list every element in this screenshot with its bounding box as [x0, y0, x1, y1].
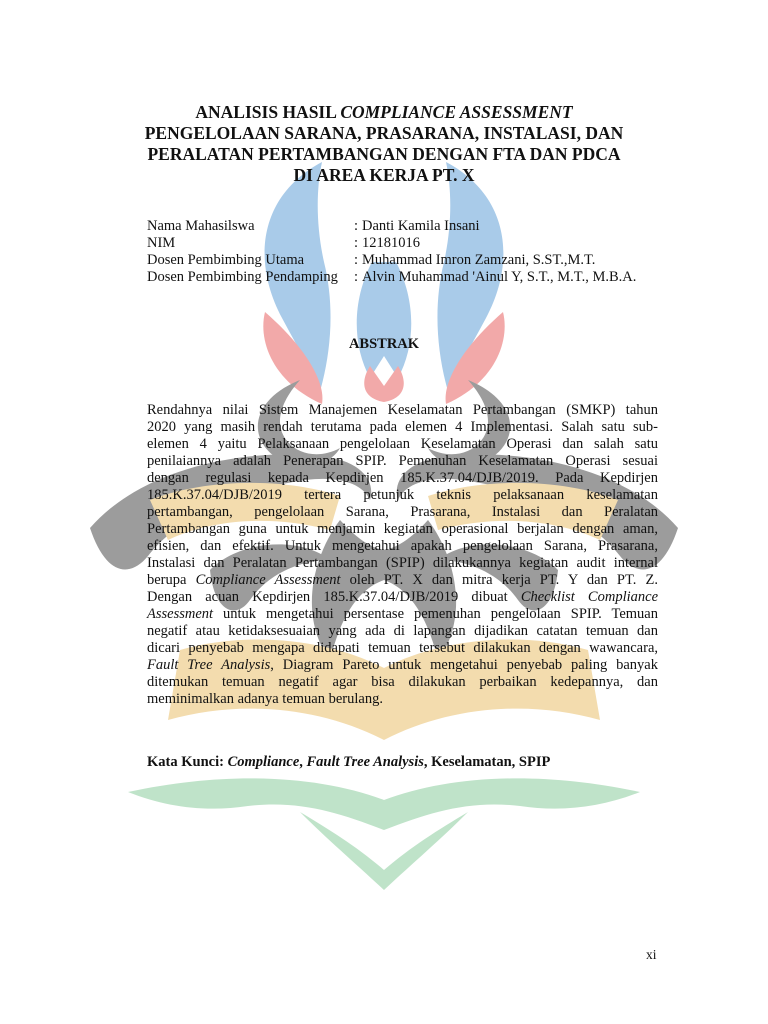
abstract-line: negatif atau ketidaksesuaian yang ada di lapangan dijadikan catatan temuan dan: [147, 623, 658, 639]
keyword-fta: Fault Tree Analysis: [306, 754, 424, 770]
abstract-text: oleh PT. X dan mitra kerja PT. Y dan PT. Z.: [340, 572, 658, 588]
info-row-main-supervisor: [147, 252, 636, 269]
title-line-4: DI AREA KERJA PT. X: [293, 165, 475, 185]
abstract-line: meminimalkan adanya temuan berulang.: [147, 691, 383, 707]
info-separator: :: [354, 235, 359, 251]
abstract-line: [147, 606, 658, 623]
keyword-separator: ,: [299, 754, 307, 770]
abstract-heading: ABSTRAK: [348, 336, 420, 352]
abstract-text: , Diagram Pareto untuk mengetahui penyebab paling banyak: [270, 657, 658, 673]
abstract-line: dicari penyebab mengapa didapati temuan tersebut dilakukan dengan wawancara,: [147, 640, 658, 656]
abstract-line: Rendahnya nilai Sistem Manajemen Keselamatan Pertambangan (SMKP) tahun: [147, 402, 658, 418]
abstract-line: penilaiannya adalah Penerapan SPIP. Pemenuhan Keselamatan Operasi sesuai: [147, 453, 658, 469]
abstract-line: [147, 657, 658, 674]
abstract-italic-term: Fault Tree Analysis: [147, 657, 271, 673]
abstract-line: 2020 yang masih rendah terutama pada elemen 4 Implementasi. Salah satu sub-: [147, 419, 658, 435]
abstract-body: [147, 402, 658, 708]
info-row-name: [147, 218, 636, 235]
abstract-italic-term: Compliance Assessment: [195, 572, 341, 588]
title-line-1-prefix: ANALISIS HASIL: [195, 102, 341, 122]
info-label: NIM: [147, 235, 176, 251]
abstract-line: [147, 589, 658, 606]
keyword-compliance: Compliance: [227, 754, 300, 770]
info-separator: :: [354, 269, 359, 285]
abstract-line: Pertambangan guna untuk menjamin kegiatan operasional berjalan dengan aman,: [147, 521, 658, 537]
document-title: [100, 102, 668, 186]
keyword-rest: , Keselamatan, SPIP: [423, 754, 551, 770]
abstract-text: untuk mengetahui persentase pemenuhan pengelolaan SPIP. Temuan: [213, 606, 658, 622]
abstract-italic-term: Checklist Compliance: [520, 589, 659, 605]
title-line-3: PERALATAN PERTAMBANGAN DENGAN FTA DAN PDCA: [147, 144, 621, 164]
info-label: Nama Mahasilswa: [147, 218, 255, 234]
abstract-text: berupa: [147, 572, 196, 588]
keywords: [147, 754, 550, 771]
abstract-line: 185.K.37.04/DJB/2019 tertera petunjuk teknis pelaksanaan keselamatan: [147, 487, 658, 503]
abstract-line: pertambangan, pengelolaan Sarana, Prasarana, Instalasi dan Peralatan: [147, 504, 658, 520]
info-separator: :: [354, 252, 359, 268]
abstract-line: [147, 572, 658, 589]
abstract-italic-term: Assessment: [147, 606, 214, 622]
abstract-line: ditemukan temuan negatif agar bisa dilakukan perbaikan kedepannya, dan: [147, 674, 658, 690]
info-label: Dosen Pembimbing Pendamping: [147, 269, 338, 285]
abstract-line: elemen 4 yaitu Pelaksanaan pengelolaan Keselamatan Operasi dan salah satu: [147, 436, 658, 452]
title-line-1-italic: COMPLIANCE ASSESSMENT: [340, 102, 573, 122]
abstract-line: dengan regulasi kepada Kepdirjen 185.K.37.04/DJB/2019. Pada Kepdirjen: [147, 470, 658, 486]
info-row-nim: [147, 235, 636, 252]
keywords-label: Kata Kunci:: [147, 754, 228, 770]
title-line-2: PENGELOLAAN SARANA, PRASARANA, INSTALASI, DAN: [144, 123, 624, 143]
abstract-line: efisien, dan efektif. Untuk mengetahui apakah pengelolaan Sarana, Prasarana,: [147, 538, 658, 554]
info-value: 12181016: [362, 235, 420, 251]
info-value: Alvin Muhammad 'Ainul Y, S.T., M.T., M.B.A.: [362, 269, 637, 285]
page-number: xi: [646, 947, 657, 962]
info-value: Danti Kamila Insani: [362, 218, 480, 234]
abstract-line: Instalasi dan Peralatan Pertambangan (SPIP) dilakukannya kegiatan audit internal: [147, 555, 658, 571]
info-separator: :: [354, 218, 359, 234]
info-value: Muhammad Imron Zamzani, S.ST.,M.T.: [362, 252, 596, 268]
info-label: Dosen Pembimbing Utama: [147, 252, 305, 268]
student-info: [147, 218, 636, 286]
info-row-co-supervisor: [147, 269, 636, 286]
abstract-text: Dengan acuan Kepdirjen 185.K.37.04/DJB/2019 dibuat: [147, 589, 521, 605]
